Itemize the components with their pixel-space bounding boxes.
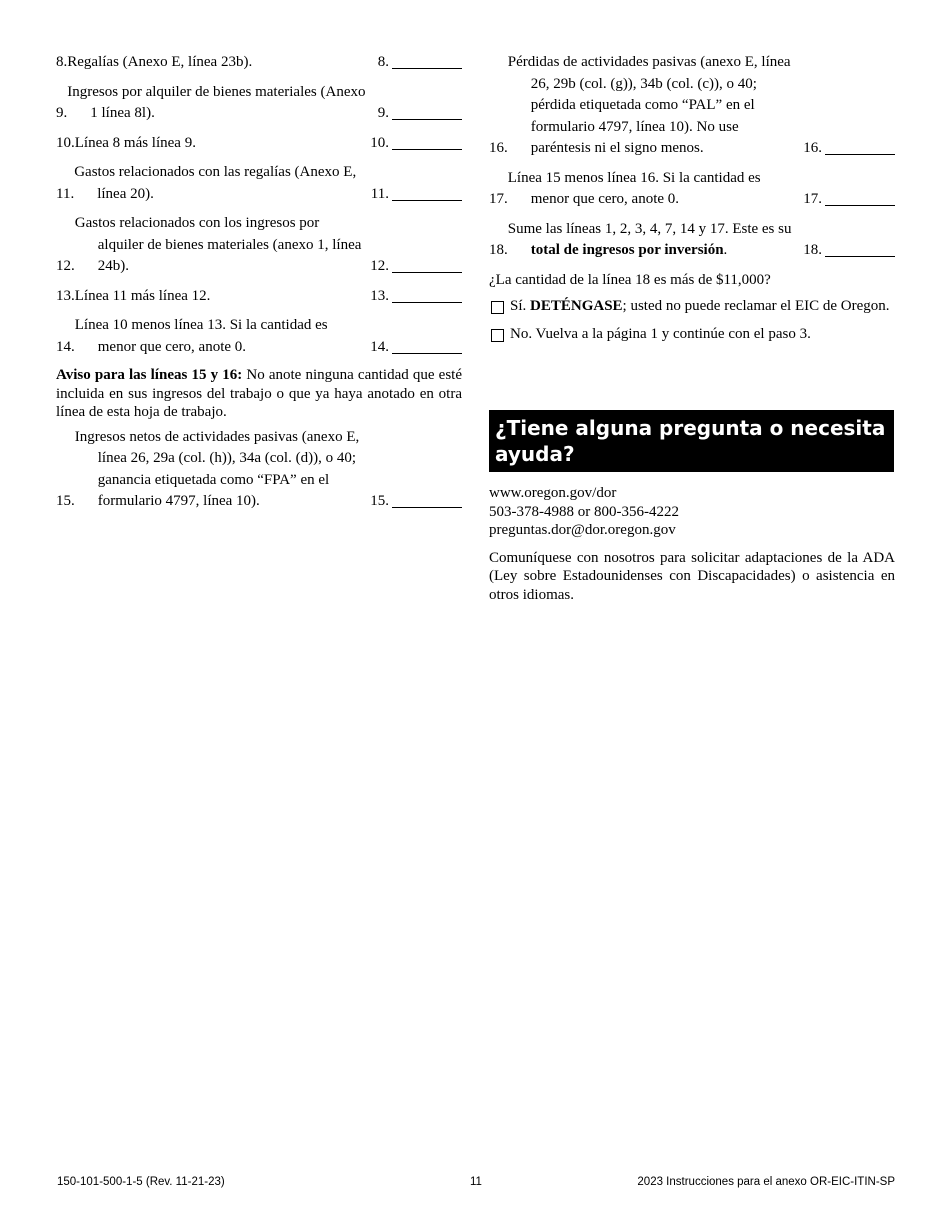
line-ref-number: 13. [370, 287, 389, 304]
line-text-b: . [723, 242, 728, 258]
line-ref [364, 133, 462, 155]
line-item-15 [56, 427, 462, 513]
line-text: Regalías (Anexo E, línea 23b). [67, 54, 253, 70]
amount-entry-line[interactable] [392, 492, 462, 508]
line-number: 17. [489, 191, 508, 207]
line-number: 9. [56, 105, 68, 121]
no-checkbox[interactable] [491, 329, 504, 342]
line-text: Línea 15 menos línea 16. Si la cantidad es menor que cero, anote 0. [507, 169, 761, 207]
line-item-16 [489, 52, 895, 160]
line-ref-number: 9. [377, 105, 389, 121]
option-yes-bold: DETÉNGASE [530, 297, 623, 314]
line-ref-number: 12. [370, 258, 389, 274]
help-banner: ¿Tiene alguna pregunta o necesita ayuda? [489, 410, 894, 472]
line-item [56, 52, 462, 74]
email-link[interactable]: preguntas.dor@dor.oregon.gov [489, 522, 676, 538]
line-ref [364, 286, 462, 308]
line-item [56, 213, 462, 278]
line-number: 11. [56, 185, 75, 202]
line-ref [372, 52, 462, 74]
line-item [56, 133, 462, 155]
line-text: Gastos relacionados con las regalías (Anexo E, línea 20). [74, 164, 357, 202]
yes-checkbox[interactable] [491, 301, 504, 314]
line-text-a: Sume las líneas 1, 2, 3, 4, 7, 14 y 17. Este es su [507, 220, 792, 237]
line-ref-number: 10. [370, 134, 389, 151]
question-line-18: ¿La cantidad de la línea 18 es más de $11,000? [489, 271, 771, 288]
line-ref [364, 337, 462, 359]
footer-doc-title: 2023 Instrucciones para el anexo OR-EIC-ITIN-SP [637, 1176, 895, 1188]
amount-entry-line[interactable] [825, 190, 895, 206]
line-text [508, 219, 798, 262]
line-ref-number: 16. [803, 140, 822, 156]
left-column [56, 52, 462, 521]
line-ref [797, 138, 895, 160]
line-text: Línea 10 menos línea 13. Si la cantidad es menor que cero, anote 0. [74, 317, 328, 355]
line-ref-number: 15. [370, 493, 389, 509]
line-ref [364, 256, 462, 278]
footer-form-number: 150-101-500-1-5 (Rev. 11-21-23) [57, 1176, 225, 1188]
line-item [56, 82, 462, 125]
line-text: Ingresos por alquiler de bienes materiales (Anexo 1 línea 8l). [67, 83, 366, 121]
line-ref-number: 8. [377, 54, 389, 70]
amount-entry-line[interactable] [392, 185, 462, 201]
option-yes-b: ; usted no puede reclamar el EIC de Oregon. [622, 297, 890, 314]
option-no-text: No. Vuelva a la página 1 y continúe con el paso 3. [510, 325, 811, 342]
line-items-8-14 [56, 52, 462, 358]
amount-entry-line[interactable] [825, 241, 895, 257]
line-item [56, 315, 462, 358]
notice-text: No anote ninguna cantidad que esté incluida en sus ingresos del trabajo o que ya haya anotado en otra línea de esta hoja de trabajo. [56, 367, 462, 420]
option-no[interactable] [489, 325, 895, 344]
line-ref [797, 240, 895, 262]
option-yes-a: Sí. [510, 297, 531, 314]
footer-page-number: 11 [470, 1176, 482, 1188]
ada-assistance-text: Comuníquese con nosotros para solicitar adaptaciones de la ADA (Ley sobre Estadounidenses con Discapacidades) o asistencia en otros idiomas. [489, 549, 895, 603]
line-text: Ingresos netos de actividades pasivas (anexo E, línea 26, 29a (col. (h)), 34a (col. (d)), o 40; ganancia etiquetada como “FPA” en el formulario 4797, línea 10). [74, 428, 360, 509]
line-ref-number: 11. [370, 185, 389, 202]
contact-info [489, 484, 895, 604]
line-number: 16. [489, 140, 508, 156]
right-column [489, 52, 895, 353]
amount-entry-line[interactable] [392, 257, 462, 273]
line-ref [365, 184, 462, 206]
option-yes[interactable] [489, 297, 895, 316]
amount-entry-line[interactable] [825, 139, 895, 155]
line-ref [364, 491, 462, 513]
amount-entry-line[interactable] [392, 338, 462, 354]
line-text: Línea 11 más línea 12. [74, 287, 211, 304]
website-link[interactable]: www.oregon.gov/dor [489, 485, 617, 501]
amount-entry-line[interactable] [392, 104, 462, 120]
amount-entry-line[interactable] [392, 134, 462, 150]
amount-entry-line[interactable] [392, 53, 462, 69]
line-number: 8. [56, 54, 68, 70]
phone-numbers: 503-378-4988 or 800-356-4222 [489, 503, 679, 520]
option-yes-text [510, 297, 895, 316]
line-text-bold: total de ingresos por inversión [530, 242, 724, 258]
line-item-18 [489, 219, 895, 262]
line-ref [797, 189, 895, 211]
line-ref-number: 14. [370, 338, 389, 355]
line-ref-number: 18. [803, 242, 822, 258]
line-number: 15. [56, 493, 75, 509]
line-item [56, 286, 462, 308]
amount-entry-line[interactable] [392, 287, 462, 303]
notice-heading: Aviso para las líneas 15 y 16: [56, 367, 243, 383]
line-number: 14. [56, 338, 75, 355]
line-number: 13. [56, 287, 75, 304]
notice-lines-15-16 [56, 366, 462, 422]
line-number: 18. [489, 242, 508, 258]
line-ref [372, 103, 462, 125]
line-ref-number: 17. [803, 191, 822, 207]
line-item-17 [489, 168, 895, 211]
line-text: Línea 8 más línea 9. [74, 134, 196, 151]
line-number: 12. [56, 258, 75, 274]
line-item [56, 162, 462, 205]
line-text: Pérdidas de actividades pasivas (anexo E, línea 26, 29b (col. (g)), 34b (col. (c)), o 40; pérdida etiquetada como “PAL” en el formulario 4797, línea 10). No use paréntesis ni el signo menos. [507, 54, 791, 156]
line-number: 10. [56, 134, 75, 151]
line-text: Gastos relacionados con los ingresos por alquiler de bienes materiales (anexo 1, línea 24b). [74, 215, 362, 274]
